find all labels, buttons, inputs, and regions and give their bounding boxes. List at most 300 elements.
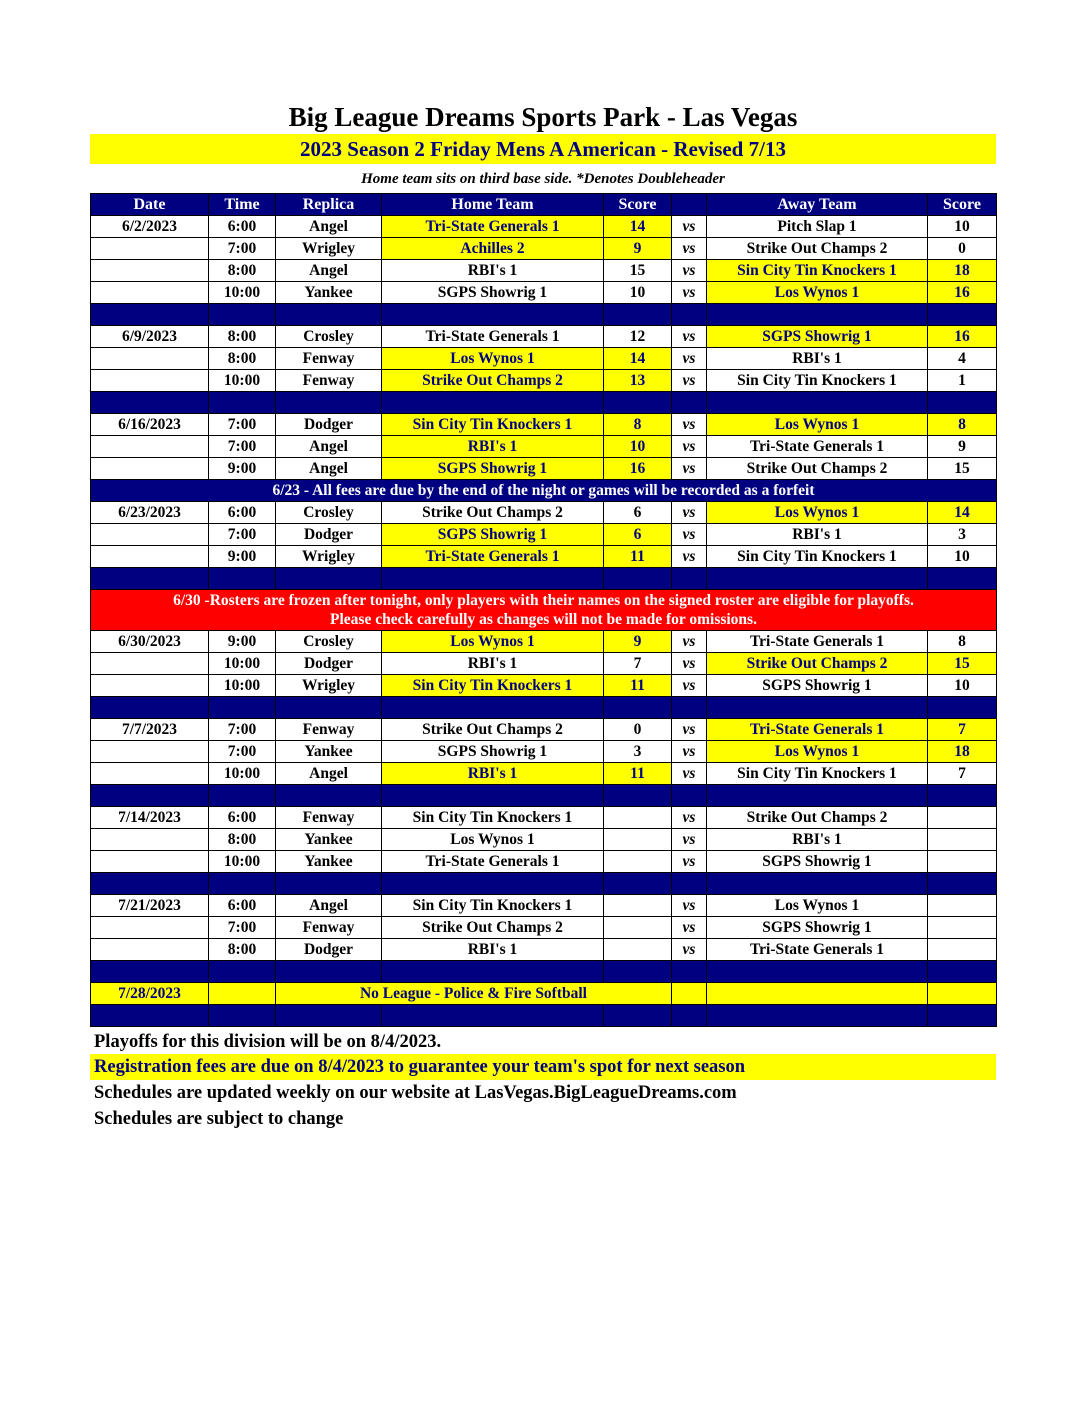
game-replica: Fenway bbox=[276, 348, 382, 370]
game-replica: Dodger bbox=[276, 939, 382, 961]
col-home-score: Score bbox=[604, 194, 672, 216]
away-team: Pitch Slap 1 bbox=[707, 216, 928, 238]
game-row bbox=[91, 216, 997, 238]
separator-cell bbox=[91, 785, 209, 807]
game-replica: Fenway bbox=[276, 719, 382, 741]
home-team: RBI's 1 bbox=[382, 260, 604, 282]
away-team: Strike Out Champs 2 bbox=[707, 458, 928, 480]
game-date: 6/16/2023 bbox=[91, 414, 209, 436]
game-time: 8:00 bbox=[209, 348, 276, 370]
no-league-vs bbox=[672, 983, 707, 1005]
separator-cell bbox=[707, 785, 928, 807]
home-score: 13 bbox=[604, 370, 672, 392]
home-score bbox=[604, 895, 672, 917]
header-row bbox=[91, 194, 997, 216]
away-team: Los Wynos 1 bbox=[707, 895, 928, 917]
vs-label: vs bbox=[672, 631, 707, 653]
away-score: 0 bbox=[928, 238, 997, 260]
game-row bbox=[91, 238, 997, 260]
separator-cell bbox=[382, 873, 604, 895]
away-score: 4 bbox=[928, 348, 997, 370]
away-team: Tri-State Generals 1 bbox=[707, 939, 928, 961]
vs-label: vs bbox=[672, 653, 707, 675]
vs-label: vs bbox=[672, 260, 707, 282]
away-score: 14 bbox=[928, 502, 997, 524]
fees-notice-text bbox=[91, 480, 997, 502]
game-replica: Wrigley bbox=[276, 238, 382, 260]
away-score: 3 bbox=[928, 524, 997, 546]
game-replica: Crosley bbox=[276, 631, 382, 653]
home-team: Strike Out Champs 2 bbox=[382, 502, 604, 524]
vs-label: vs bbox=[672, 524, 707, 546]
separator-cell bbox=[707, 873, 928, 895]
away-team: Tri-State Generals 1 bbox=[707, 631, 928, 653]
home-score: 3 bbox=[604, 741, 672, 763]
game-date bbox=[91, 238, 209, 260]
game-row bbox=[91, 719, 997, 741]
game-time: 8:00 bbox=[209, 260, 276, 282]
game-time: 6:00 bbox=[209, 807, 276, 829]
away-score bbox=[928, 807, 997, 829]
separator-cell bbox=[276, 304, 382, 326]
home-team: Los Wynos 1 bbox=[382, 631, 604, 653]
vs-label: vs bbox=[672, 282, 707, 304]
vs-label: vs bbox=[672, 917, 707, 939]
away-team: Tri-State Generals 1 bbox=[707, 436, 928, 458]
game-time: 10:00 bbox=[209, 370, 276, 392]
separator-row bbox=[91, 392, 997, 414]
game-date bbox=[91, 370, 209, 392]
game-date bbox=[91, 260, 209, 282]
vs-label: vs bbox=[672, 741, 707, 763]
away-team: Strike Out Champs 2 bbox=[707, 653, 928, 675]
game-date: 7/14/2023 bbox=[91, 807, 209, 829]
game-date bbox=[91, 436, 209, 458]
separator-cell bbox=[276, 392, 382, 414]
away-team: Los Wynos 1 bbox=[707, 502, 928, 524]
game-replica: Yankee bbox=[276, 741, 382, 763]
home-team: Los Wynos 1 bbox=[382, 348, 604, 370]
vs-label: vs bbox=[672, 370, 707, 392]
home-team: Sin City Tin Knockers 1 bbox=[382, 807, 604, 829]
game-replica: Fenway bbox=[276, 917, 382, 939]
game-replica: Fenway bbox=[276, 807, 382, 829]
game-date: 6/30/2023 bbox=[91, 631, 209, 653]
away-team: RBI's 1 bbox=[707, 348, 928, 370]
separator-cell bbox=[209, 697, 276, 719]
game-date bbox=[91, 653, 209, 675]
separator-cell bbox=[276, 961, 382, 983]
vs-label: vs bbox=[672, 675, 707, 697]
home-score: 9 bbox=[604, 238, 672, 260]
home-score: 11 bbox=[604, 675, 672, 697]
season-subtitle: 2023 Season 2 Friday Mens A American - Revised 7/13 bbox=[90, 134, 996, 164]
away-score: 18 bbox=[928, 741, 997, 763]
game-date: 7/21/2023 bbox=[91, 895, 209, 917]
home-team: SGPS Showrig 1 bbox=[382, 524, 604, 546]
col-vs bbox=[672, 194, 707, 216]
col-time: Time bbox=[209, 194, 276, 216]
away-score: 8 bbox=[928, 631, 997, 653]
home-team: Tri-State Generals 1 bbox=[382, 216, 604, 238]
fees-notice bbox=[91, 480, 997, 502]
game-date bbox=[91, 939, 209, 961]
separator-cell bbox=[209, 1005, 276, 1027]
game-row bbox=[91, 546, 997, 568]
game-time: 6:00 bbox=[209, 216, 276, 238]
home-score bbox=[604, 851, 672, 873]
separator-cell bbox=[707, 392, 928, 414]
roster-freeze-notice bbox=[91, 590, 997, 631]
no-league-row bbox=[91, 983, 997, 1005]
vs-label: vs bbox=[672, 414, 707, 436]
separator-cell bbox=[672, 697, 707, 719]
home-score: 10 bbox=[604, 282, 672, 304]
separator-cell bbox=[928, 785, 997, 807]
home-score: 12 bbox=[604, 326, 672, 348]
separator-cell bbox=[928, 873, 997, 895]
home-score bbox=[604, 807, 672, 829]
separator-cell bbox=[382, 304, 604, 326]
game-row bbox=[91, 895, 997, 917]
home-team: SGPS Showrig 1 bbox=[382, 741, 604, 763]
separator-cell bbox=[91, 961, 209, 983]
game-replica: Dodger bbox=[276, 524, 382, 546]
col-date: Date bbox=[91, 194, 209, 216]
away-score: 9 bbox=[928, 436, 997, 458]
separator-cell bbox=[672, 873, 707, 895]
game-replica: Wrigley bbox=[276, 675, 382, 697]
game-time: 8:00 bbox=[209, 939, 276, 961]
separator-cell bbox=[382, 697, 604, 719]
separator-cell bbox=[672, 568, 707, 590]
game-date bbox=[91, 917, 209, 939]
game-time: 7:00 bbox=[209, 414, 276, 436]
game-time: 9:00 bbox=[209, 546, 276, 568]
game-row bbox=[91, 348, 997, 370]
separator-cell bbox=[928, 697, 997, 719]
game-replica: Wrigley bbox=[276, 546, 382, 568]
game-replica: Angel bbox=[276, 260, 382, 282]
vs-label: vs bbox=[672, 502, 707, 524]
vs-label: vs bbox=[672, 238, 707, 260]
game-time: 7:00 bbox=[209, 238, 276, 260]
separator-cell bbox=[382, 392, 604, 414]
separator-row bbox=[91, 873, 997, 895]
game-row bbox=[91, 414, 997, 436]
separator-cell bbox=[382, 568, 604, 590]
separator-cell bbox=[276, 1005, 382, 1027]
game-replica: Fenway bbox=[276, 370, 382, 392]
separator-cell bbox=[209, 304, 276, 326]
separator-cell bbox=[672, 304, 707, 326]
separator-cell bbox=[672, 961, 707, 983]
home-score bbox=[604, 829, 672, 851]
game-time: 7:00 bbox=[209, 524, 276, 546]
home-team: Strike Out Champs 2 bbox=[382, 370, 604, 392]
game-date bbox=[91, 675, 209, 697]
no-league-time bbox=[209, 983, 276, 1005]
separator-cell bbox=[91, 1005, 209, 1027]
col-replica: Replica bbox=[276, 194, 382, 216]
away-team: Sin City Tin Knockers 1 bbox=[707, 260, 928, 282]
vs-label: vs bbox=[672, 939, 707, 961]
separator-cell bbox=[91, 392, 209, 414]
game-date bbox=[91, 741, 209, 763]
game-row bbox=[91, 829, 997, 851]
separator-cell bbox=[672, 1005, 707, 1027]
vs-label: vs bbox=[672, 829, 707, 851]
home-score bbox=[604, 939, 672, 961]
away-score bbox=[928, 939, 997, 961]
separator-cell bbox=[209, 961, 276, 983]
away-team: Sin City Tin Knockers 1 bbox=[707, 546, 928, 568]
game-date: 6/9/2023 bbox=[91, 326, 209, 348]
home-team: Los Wynos 1 bbox=[382, 829, 604, 851]
away-team: Strike Out Champs 2 bbox=[707, 238, 928, 260]
home-score: 14 bbox=[604, 348, 672, 370]
home-score: 15 bbox=[604, 260, 672, 282]
game-date bbox=[91, 829, 209, 851]
separator-cell bbox=[707, 304, 928, 326]
separator-cell bbox=[276, 697, 382, 719]
away-team: RBI's 1 bbox=[707, 829, 928, 851]
separator-row bbox=[91, 697, 997, 719]
game-date bbox=[91, 546, 209, 568]
no-league-text: No League - Police & Fire Softball bbox=[276, 983, 672, 1005]
page-title: Big League Dreams Sports Park - Las Vegas bbox=[288, 102, 798, 132]
separator-row bbox=[91, 961, 997, 983]
home-team: RBI's 1 bbox=[382, 653, 604, 675]
vs-label: vs bbox=[672, 458, 707, 480]
subject-to-change-note: Schedules are subject to change bbox=[94, 1109, 344, 1129]
separator-cell bbox=[91, 304, 209, 326]
game-date: 6/23/2023 bbox=[91, 502, 209, 524]
game-replica: Dodger bbox=[276, 414, 382, 436]
website-note: Schedules are updated weekly on our website at LasVegas.BigLeagueDreams.com bbox=[94, 1083, 737, 1103]
separator-cell bbox=[276, 873, 382, 895]
home-team: Sin City Tin Knockers 1 bbox=[382, 414, 604, 436]
game-time: 7:00 bbox=[209, 719, 276, 741]
game-replica: Yankee bbox=[276, 829, 382, 851]
playoffs-note: Playoffs for this division will be on 8/4/2023. bbox=[94, 1032, 442, 1052]
home-team: Strike Out Champs 2 bbox=[382, 719, 604, 741]
game-row bbox=[91, 807, 997, 829]
separator-cell bbox=[604, 697, 672, 719]
away-team: Sin City Tin Knockers 1 bbox=[707, 370, 928, 392]
no-league-away bbox=[707, 983, 928, 1005]
game-row bbox=[91, 260, 997, 282]
game-row bbox=[91, 436, 997, 458]
away-score: 16 bbox=[928, 282, 997, 304]
home-score: 10 bbox=[604, 436, 672, 458]
game-row bbox=[91, 502, 997, 524]
away-score: 18 bbox=[928, 260, 997, 282]
away-score: 15 bbox=[928, 653, 997, 675]
game-row bbox=[91, 763, 997, 785]
separator-row bbox=[91, 1005, 997, 1027]
separator-cell bbox=[928, 568, 997, 590]
separator-cell bbox=[276, 568, 382, 590]
game-row bbox=[91, 282, 997, 304]
game-row bbox=[91, 851, 997, 873]
away-team: Sin City Tin Knockers 1 bbox=[707, 763, 928, 785]
away-score: 1 bbox=[928, 370, 997, 392]
fees-notice-line: 6/23 - All fees are due by the end of the night or games will be recorded as a forfeit bbox=[272, 481, 815, 499]
vs-label: vs bbox=[672, 436, 707, 458]
game-row bbox=[91, 939, 997, 961]
vs-label: vs bbox=[672, 719, 707, 741]
game-time: 7:00 bbox=[209, 917, 276, 939]
away-score: 10 bbox=[928, 216, 997, 238]
home-team: RBI's 1 bbox=[382, 763, 604, 785]
away-team: SGPS Showrig 1 bbox=[707, 851, 928, 873]
game-time: 7:00 bbox=[209, 436, 276, 458]
game-time: 10:00 bbox=[209, 282, 276, 304]
separator-cell bbox=[91, 568, 209, 590]
vs-label: vs bbox=[672, 851, 707, 873]
home-team: Achilles 2 bbox=[382, 238, 604, 260]
game-time: 9:00 bbox=[209, 458, 276, 480]
home-score: 7 bbox=[604, 653, 672, 675]
separator-cell bbox=[209, 568, 276, 590]
separator-cell bbox=[672, 392, 707, 414]
game-time: 9:00 bbox=[209, 631, 276, 653]
away-team: SGPS Showrig 1 bbox=[707, 675, 928, 697]
away-score: 10 bbox=[928, 675, 997, 697]
home-team: RBI's 1 bbox=[382, 939, 604, 961]
game-replica: Dodger bbox=[276, 653, 382, 675]
vs-label: vs bbox=[672, 546, 707, 568]
separator-row bbox=[91, 304, 997, 326]
vs-label: vs bbox=[672, 807, 707, 829]
game-time: 10:00 bbox=[209, 675, 276, 697]
home-score: 9 bbox=[604, 631, 672, 653]
game-time: 10:00 bbox=[209, 653, 276, 675]
game-row bbox=[91, 326, 997, 348]
home-team: Sin City Tin Knockers 1 bbox=[382, 895, 604, 917]
home-team: Tri-State Generals 1 bbox=[382, 851, 604, 873]
roster-freeze-notice-text bbox=[91, 590, 997, 631]
col-away-score: Score bbox=[928, 194, 997, 216]
separator-cell bbox=[209, 392, 276, 414]
col-home-team: Home Team bbox=[382, 194, 604, 216]
away-score: 7 bbox=[928, 763, 997, 785]
home-team: Tri-State Generals 1 bbox=[382, 326, 604, 348]
home-score: 11 bbox=[604, 546, 672, 568]
away-team: SGPS Showrig 1 bbox=[707, 326, 928, 348]
separator-cell bbox=[209, 785, 276, 807]
game-time: 7:00 bbox=[209, 741, 276, 763]
game-replica: Angel bbox=[276, 763, 382, 785]
game-time: 10:00 bbox=[209, 851, 276, 873]
separator-cell bbox=[707, 568, 928, 590]
separator-row bbox=[91, 568, 997, 590]
vs-label: vs bbox=[672, 895, 707, 917]
separator-cell bbox=[672, 785, 707, 807]
game-replica: Yankee bbox=[276, 282, 382, 304]
separator-cell bbox=[604, 961, 672, 983]
home-team-note: Home team sits on third base side. *Denotes Doubleheader bbox=[361, 171, 725, 187]
away-score: 8 bbox=[928, 414, 997, 436]
separator-cell bbox=[209, 873, 276, 895]
game-date bbox=[91, 763, 209, 785]
separator-cell bbox=[604, 304, 672, 326]
game-time: 8:00 bbox=[209, 829, 276, 851]
home-team: RBI's 1 bbox=[382, 436, 604, 458]
home-team: Strike Out Champs 2 bbox=[382, 917, 604, 939]
game-date: 6/2/2023 bbox=[91, 216, 209, 238]
separator-cell bbox=[928, 304, 997, 326]
game-date: 7/7/2023 bbox=[91, 719, 209, 741]
away-score: 15 bbox=[928, 458, 997, 480]
game-row bbox=[91, 631, 997, 653]
home-score: 6 bbox=[604, 502, 672, 524]
away-score: 16 bbox=[928, 326, 997, 348]
separator-cell bbox=[604, 568, 672, 590]
away-score bbox=[928, 917, 997, 939]
separator-cell bbox=[91, 697, 209, 719]
vs-label: vs bbox=[672, 763, 707, 785]
away-team: Tri-State Generals 1 bbox=[707, 719, 928, 741]
home-team: SGPS Showrig 1 bbox=[382, 458, 604, 480]
registration-note: Registration fees are due on 8/4/2023 to guarantee your team's spot for next season bbox=[90, 1054, 996, 1080]
separator-cell bbox=[382, 961, 604, 983]
separator-cell bbox=[928, 1005, 997, 1027]
game-replica: Angel bbox=[276, 458, 382, 480]
no-league-score bbox=[928, 983, 997, 1005]
separator-cell bbox=[382, 1005, 604, 1027]
game-time: 8:00 bbox=[209, 326, 276, 348]
separator-cell bbox=[276, 785, 382, 807]
game-time: 6:00 bbox=[209, 895, 276, 917]
game-row bbox=[91, 653, 997, 675]
separator-row bbox=[91, 785, 997, 807]
schedule-body bbox=[91, 216, 997, 1027]
away-score: 7 bbox=[928, 719, 997, 741]
game-time: 6:00 bbox=[209, 502, 276, 524]
game-row bbox=[91, 370, 997, 392]
game-replica: Crosley bbox=[276, 326, 382, 348]
game-date bbox=[91, 851, 209, 873]
separator-cell bbox=[604, 873, 672, 895]
away-score bbox=[928, 851, 997, 873]
away-score: 10 bbox=[928, 546, 997, 568]
roster-freeze-notice-line: 6/30 -Rosters are frozen after tonight, only players with their names on the signed roster are eligible for playoffs. bbox=[173, 592, 914, 609]
separator-cell bbox=[91, 873, 209, 895]
home-score: 6 bbox=[604, 524, 672, 546]
game-replica: Crosley bbox=[276, 502, 382, 524]
separator-cell bbox=[707, 1005, 928, 1027]
separator-cell bbox=[707, 961, 928, 983]
away-team: Los Wynos 1 bbox=[707, 282, 928, 304]
game-row bbox=[91, 458, 997, 480]
away-team: SGPS Showrig 1 bbox=[707, 917, 928, 939]
game-date bbox=[91, 282, 209, 304]
home-score: 11 bbox=[604, 763, 672, 785]
game-row bbox=[91, 741, 997, 763]
game-row bbox=[91, 917, 997, 939]
no-league-date: 7/28/2023 bbox=[91, 983, 209, 1005]
home-score: 0 bbox=[604, 719, 672, 741]
separator-cell bbox=[382, 785, 604, 807]
home-score: 14 bbox=[604, 216, 672, 238]
home-score bbox=[604, 917, 672, 939]
home-score: 16 bbox=[604, 458, 672, 480]
away-team: RBI's 1 bbox=[707, 524, 928, 546]
game-time: 10:00 bbox=[209, 763, 276, 785]
schedule-table bbox=[90, 193, 997, 1027]
